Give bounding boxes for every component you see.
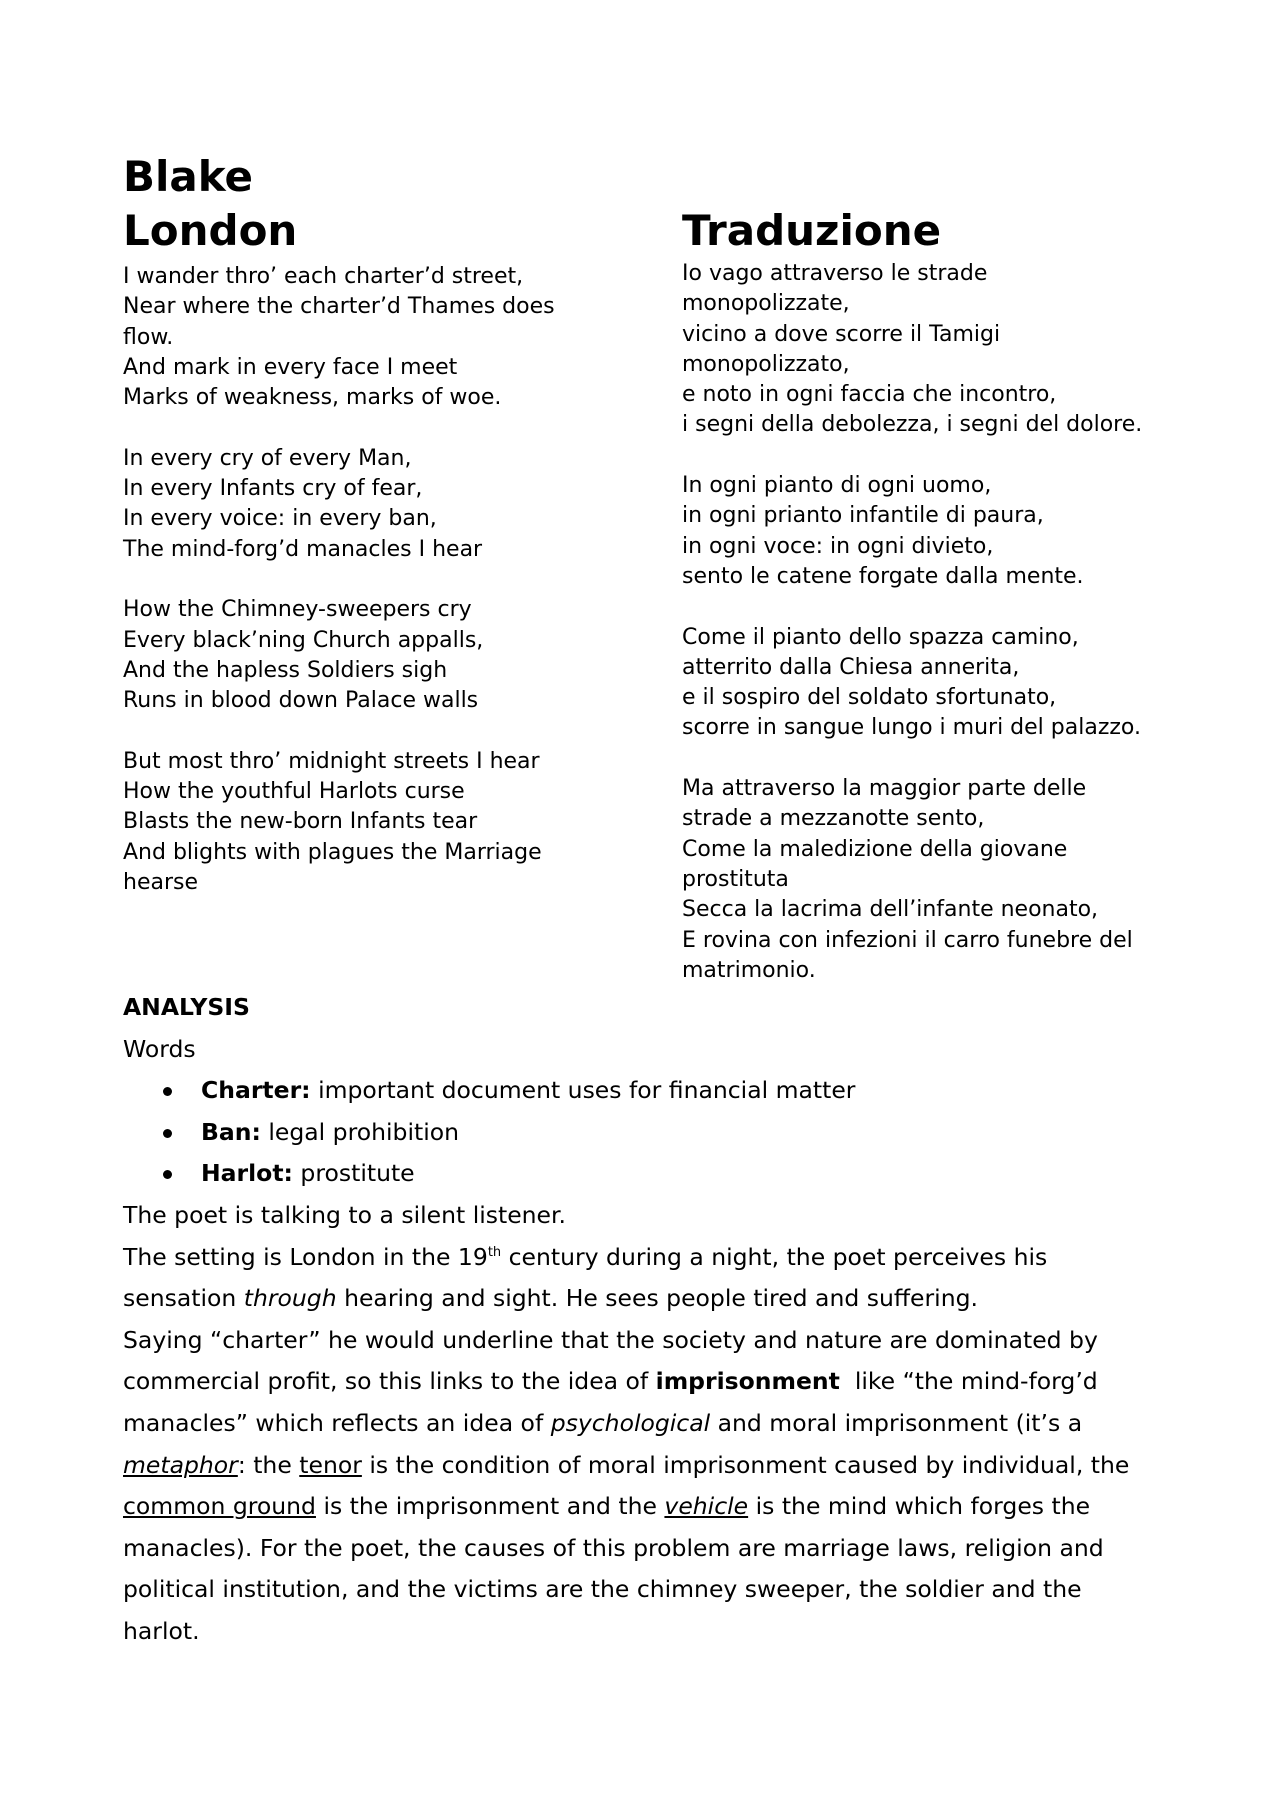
charter-line-1: Saying “charter” he would underline that the society and nature are dominated by: [123, 1325, 1098, 1354]
translation-line: i segni della debolezza, i segni del dolore.: [682, 412, 1143, 438]
poem-line: How the Chimney-sweepers cry: [123, 597, 472, 623]
setting-line-1: [123, 1237, 1183, 1279]
poem-line: The mind-forg’d manacles I hear: [123, 536, 483, 562]
stanza-gap: [682, 744, 1182, 774]
translation-line: monopolizzate,: [682, 291, 850, 317]
translation-line: monopolizzato,: [682, 351, 850, 377]
setting-text: century during a night, the poet perceives his: [501, 1242, 1048, 1271]
poem-line: In every Infants cry of fear,: [123, 476, 423, 502]
word-term: Ban:: [201, 1117, 261, 1146]
translation-line: vicino a dove scorre il Tamigi: [682, 321, 1001, 347]
charter-text: is the condition of moral imprisonment caused by individual, the: [361, 1450, 1130, 1479]
stanza-gap: [123, 565, 583, 595]
poem-line: And mark in every face I meet: [123, 354, 458, 380]
translation-line: Come il pianto dello spazza camino,: [682, 624, 1079, 650]
translation-line: Come la maledizione della giovane: [682, 836, 1068, 862]
word-definition: legal prohibition: [260, 1117, 460, 1146]
stanza-gap: [123, 716, 583, 746]
translation-line: sento le catene forgate dalla mente.: [682, 563, 1084, 589]
poem-line: I wander thro’ each charter’d street,: [123, 264, 524, 289]
translation-title: Traduzione: [682, 206, 942, 255]
setting-line-2: [123, 1278, 1183, 1320]
translation-line: e il sospiro del soldato sfortunato,: [682, 685, 1057, 711]
charter-text: is the mind which forges the: [748, 1492, 1091, 1521]
translation-line: Io vago attraverso le strade: [682, 261, 988, 286]
translation-line: matrimonio.: [682, 957, 816, 983]
bullet-icon: [163, 1129, 172, 1138]
charter-text: commercial profit, so this links to the idea of: [123, 1367, 656, 1396]
italic-word: psychological: [550, 1408, 711, 1437]
charter-line-4: [123, 1445, 1183, 1487]
translation-line: Secca la lacrima dell’infante neonato,: [682, 897, 1099, 923]
metaphor-term: metaphor: [123, 1450, 238, 1479]
charter-text: : the: [237, 1450, 300, 1479]
poem-line: Near where the charter’d Thames does: [123, 294, 555, 320]
tenor-term: tenor: [299, 1450, 362, 1479]
author-title: Blake: [123, 152, 254, 201]
translation-line: E rovina con infezioni il carro funebre del: [682, 927, 1133, 953]
stanza-gap: [123, 413, 583, 443]
word-definition: important document uses for financial matter: [310, 1076, 856, 1105]
list-item: [123, 1112, 1183, 1154]
list-item: [123, 1153, 1183, 1195]
poem-line: And the hapless Soldiers sigh: [123, 657, 448, 683]
translation-line: in ogni voce: in ogni divieto,: [682, 533, 994, 559]
charter-line-5: [123, 1486, 1183, 1528]
charter-line-6: manacles). For the poet, the causes of this problem are marriage laws, religion and: [123, 1533, 1104, 1562]
bullet-icon: [163, 1170, 172, 1179]
italic-word: through: [243, 1284, 337, 1313]
charter-text: is the imprisonment and the: [315, 1492, 665, 1521]
word-term: Charter:: [201, 1076, 311, 1105]
translation-line: strade a mezzanotte sento,: [682, 806, 985, 832]
words-label: Words: [123, 1034, 196, 1063]
list-item: [123, 1070, 1183, 1112]
vehicle-term: vehicle: [664, 1492, 749, 1521]
poem-line: But most thro’ midnight streets I hear: [123, 748, 540, 774]
superscript: th: [487, 1244, 502, 1260]
bold-word: imprisonment: [655, 1367, 840, 1396]
charter-text: and moral imprisonment (it’s a: [710, 1408, 1083, 1437]
word-list: [123, 1070, 1183, 1195]
analysis-heading: ANALYSIS: [123, 993, 250, 1021]
poem-original: [123, 262, 583, 898]
translation-line: Ma attraverso la maggior parte delle: [682, 776, 1087, 802]
charter-text: manacles” which reflects an idea of: [123, 1408, 551, 1437]
poem-line: And blights with plagues the Marriage: [123, 839, 542, 865]
poem-line: flow.: [123, 324, 174, 350]
translation-line: prostituta: [682, 866, 789, 892]
charter-line-7: political institution, and the victims are the chimney sweeper, the soldier and the: [123, 1575, 1082, 1604]
translation-line: scorre in sangue lungo i muri del palazzo.: [682, 715, 1141, 741]
translation-line: in ogni prianto infantile di paura,: [682, 503, 1044, 529]
poem-line: In every cry of every Man,: [123, 445, 412, 471]
poem-line: How the youthful Harlots curse: [123, 779, 465, 805]
charter-text: like “the mind-forg’d: [839, 1367, 1098, 1396]
poem-line: Marks of weakness, marks of woe.: [123, 385, 502, 411]
setting-text: hearing and sight. He sees people tired and suffering.: [336, 1284, 978, 1313]
translation-line: In ogni pianto di ogni uomo,: [682, 473, 992, 499]
translation-line: atterrito dalla Chiesa annerita,: [682, 654, 1020, 680]
poem-line: In every voice: in every ban,: [123, 506, 437, 532]
poem-line: hearse: [123, 869, 199, 895]
stanza-gap: [682, 592, 1182, 622]
common-ground-term: common ground: [123, 1492, 316, 1521]
translation-line: e noto in ogni faccia che incontro,: [682, 382, 1057, 408]
analysis-section: [123, 987, 1183, 1653]
charter-line-2: [123, 1361, 1183, 1403]
bullet-icon: [163, 1087, 172, 1096]
poem-line: Runs in blood down Palace walls: [123, 688, 479, 714]
poem-title: London: [123, 206, 298, 255]
listener-sentence: The poet is talking to a silent listener.: [123, 1200, 566, 1229]
setting-text: The setting is London in the 19: [123, 1242, 488, 1271]
poem-line: Every black’ning Church appalls,: [123, 627, 484, 653]
poem-translation: [682, 259, 1182, 986]
word-term: Harlot:: [201, 1159, 293, 1188]
poem-line: Blasts the new-born Infants tear: [123, 809, 478, 835]
setting-text: sensation: [123, 1284, 244, 1313]
stanza-gap: [682, 441, 1182, 471]
charter-line-8: harlot.: [123, 1616, 200, 1645]
charter-line-3: [123, 1403, 1183, 1445]
word-definition: prostitute: [292, 1159, 415, 1188]
